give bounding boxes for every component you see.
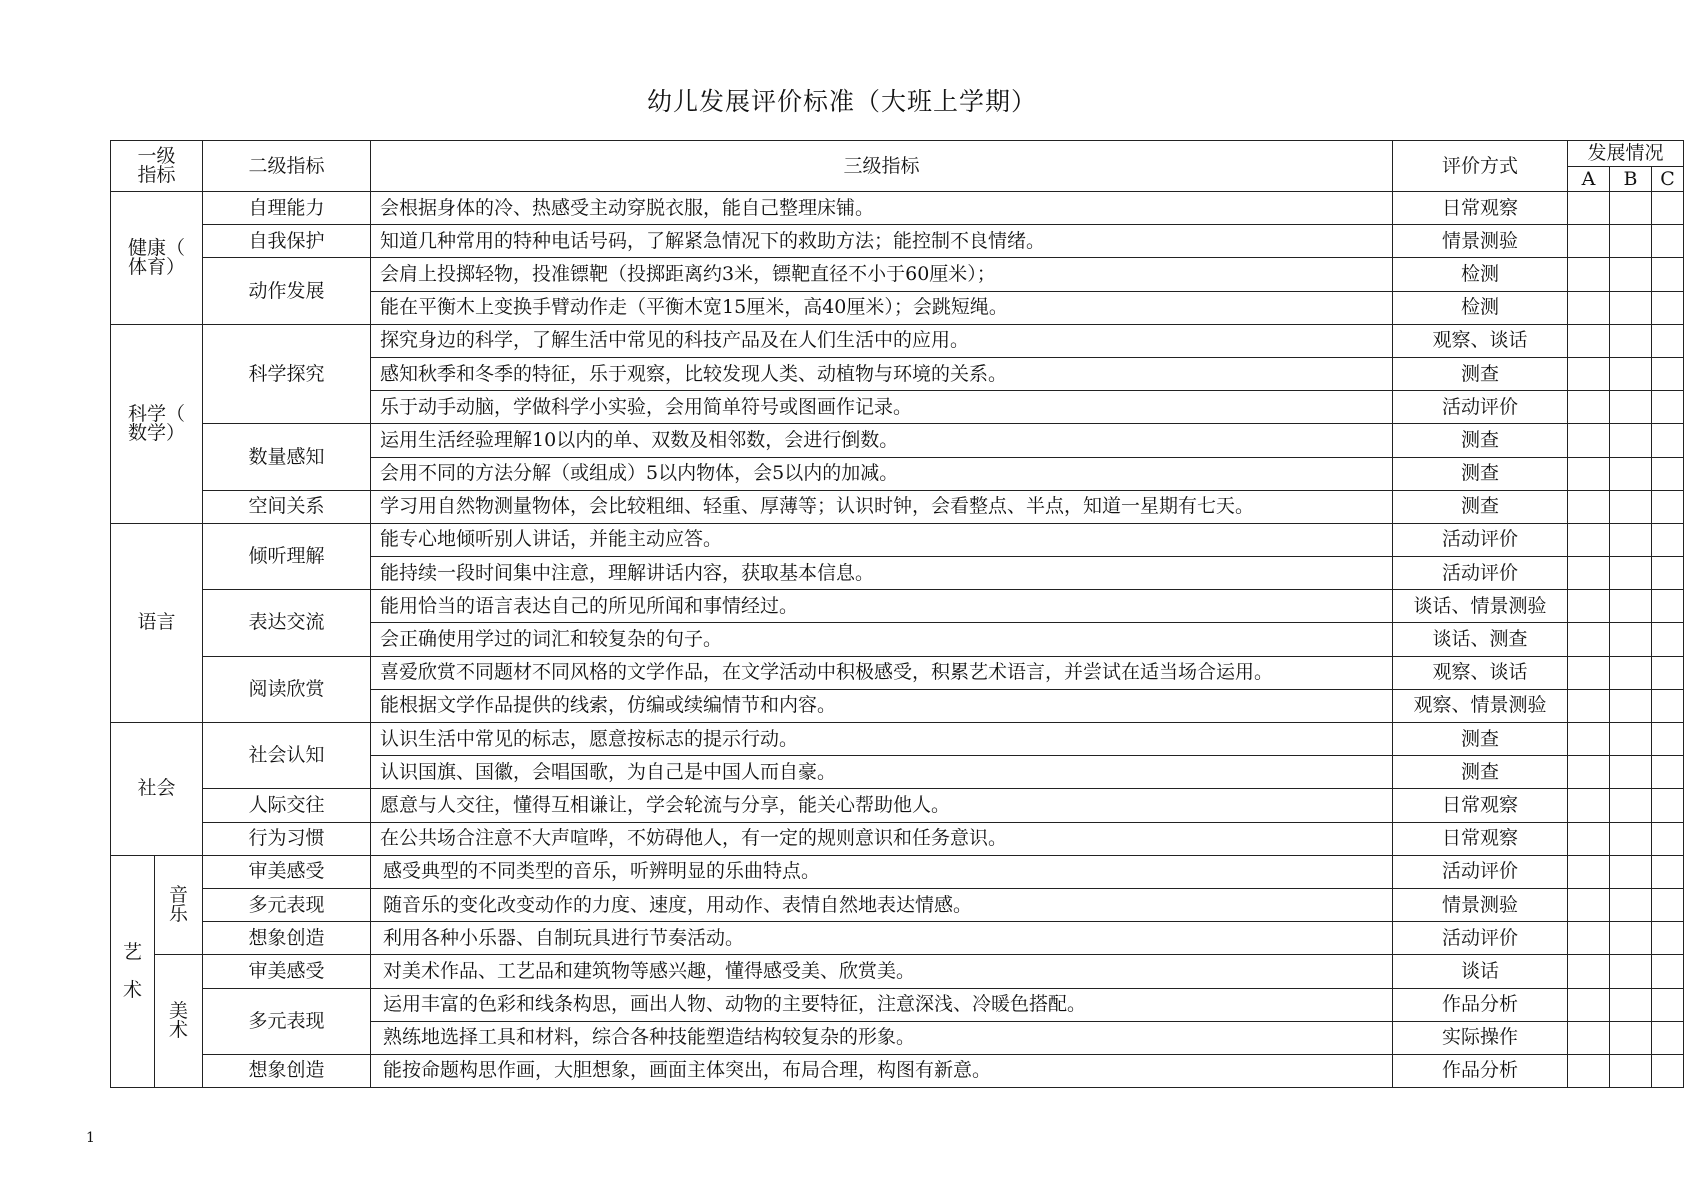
evaluation-method: 测查 [1393, 723, 1568, 756]
grade-cell-c[interactable] [1652, 988, 1684, 1021]
grade-cell-c[interactable] [1652, 424, 1684, 457]
grade-cell-c[interactable] [1652, 822, 1684, 855]
grade-cell-a[interactable] [1568, 391, 1610, 424]
evaluation-table [110, 140, 1684, 1088]
grade-cell-c[interactable] [1652, 623, 1684, 656]
grade-cell-a[interactable] [1568, 756, 1610, 789]
evaluation-method: 观察、谈话 [1393, 324, 1568, 357]
level3-indicator: 能根据文学作品提供的线索，仿编或续编情节和内容。 [371, 689, 1393, 722]
grade-cell-c[interactable] [1652, 855, 1684, 888]
level3-indicator: 喜爱欣赏不同题材不同风格的文学作品，在文学活动中积极感受，积累艺术语言，并尝试在适当场合运用。 [371, 656, 1393, 689]
grade-cell-c[interactable] [1652, 723, 1684, 756]
evaluation-method: 测查 [1393, 424, 1568, 457]
level3-indicator: 愿意与人交往，懂得互相谦让，学会轮流与分享，能关心帮助他人。 [371, 789, 1393, 822]
grade-cell-c[interactable] [1652, 756, 1684, 789]
level3-indicator: 能持续一段时间集中注意，理解讲话内容，获取基本信息。 [371, 557, 1393, 590]
grade-cell-c[interactable] [1652, 789, 1684, 822]
evaluation-method: 测查 [1393, 457, 1568, 490]
evaluation-method: 活动评价 [1393, 922, 1568, 955]
table-row [111, 922, 1684, 955]
grade-cell-a[interactable] [1568, 822, 1610, 855]
header-grade-b: B [1610, 167, 1652, 192]
level3-indicator: 学习用自然物测量物体，会比较粗细、轻重、厚薄等；认识时钟，会看整点、半点，知道一星期有七天。 [371, 490, 1393, 523]
grade-cell-a[interactable] [1568, 922, 1610, 955]
header-level1: 一级 指标 [111, 141, 203, 192]
level2-indicator: 多元表现 [203, 988, 371, 1054]
grade-cell-a[interactable] [1568, 1054, 1610, 1087]
grade-cell-c[interactable] [1652, 391, 1684, 424]
grade-cell-b[interactable] [1610, 490, 1652, 523]
level3-indicator: 运用丰富的色彩和线条构思，画出人物、动物的主要特征，注意深浅、冷暖色搭配。 [371, 988, 1393, 1021]
grade-cell-b[interactable] [1610, 623, 1652, 656]
table-row [111, 424, 1684, 457]
level2-indicator: 数量感知 [203, 424, 371, 490]
grade-cell-a[interactable] [1568, 490, 1610, 523]
evaluation-method: 谈话 [1393, 955, 1568, 988]
grade-cell-c[interactable] [1652, 955, 1684, 988]
grade-cell-b[interactable] [1610, 324, 1652, 357]
level3-indicator: 能在平衡木上变换手臂动作走（平衡木宽15厘米，高40厘米）；会跳短绳。 [371, 291, 1393, 324]
grade-cell-c[interactable] [1652, 490, 1684, 523]
grade-cell-c[interactable] [1652, 922, 1684, 955]
level3-indicator: 能用恰当的语言表达自己的所见所闻和事情经过。 [371, 590, 1393, 623]
evaluation-method: 观察、谈话 [1393, 656, 1568, 689]
page-title: 幼儿发展评价标准（大班上学期） [646, 87, 1037, 116]
grade-cell-c[interactable] [1652, 1021, 1684, 1054]
level3-indicator: 会正确使用学过的词汇和较复杂的句子。 [371, 623, 1393, 656]
level3-indicator: 乐于动手动脑，学做科学小实验，会用简单符号或图画作记录。 [371, 391, 1393, 424]
evaluation-method: 谈话、情景测验 [1393, 590, 1568, 623]
evaluation-method: 作品分析 [1393, 1054, 1568, 1087]
grade-cell-b[interactable] [1610, 523, 1652, 556]
level3-indicator: 能专心地倾听别人讲话，并能主动应答。 [371, 523, 1393, 556]
grade-cell-c[interactable] [1652, 590, 1684, 623]
table-row [111, 225, 1684, 258]
grade-cell-c[interactable] [1652, 457, 1684, 490]
grade-cell-a[interactable] [1568, 225, 1610, 258]
evaluation-method: 活动评价 [1393, 855, 1568, 888]
evaluation-method: 实际操作 [1393, 1021, 1568, 1054]
grade-cell-a[interactable] [1568, 192, 1610, 225]
level2-indicator: 阅读欣赏 [203, 656, 371, 722]
header-method: 评价方式 [1393, 141, 1568, 192]
level2-indicator: 自我保护 [203, 225, 371, 258]
grade-cell-a[interactable] [1568, 623, 1610, 656]
level2-indicator: 人际交往 [203, 789, 371, 822]
page-number: 1 [86, 1130, 95, 1146]
level3-indicator: 会根据身体的冷、热感受主动穿脱衣服，能自己整理床铺。 [371, 192, 1393, 225]
evaluation-method: 日常观察 [1393, 192, 1568, 225]
grade-cell-b[interactable] [1610, 988, 1652, 1021]
header-level3: 三级指标 [371, 141, 1393, 192]
grade-cell-b[interactable] [1610, 192, 1652, 225]
table-row [111, 789, 1684, 822]
evaluation-method: 测查 [1393, 490, 1568, 523]
table-row [111, 988, 1684, 1021]
grade-cell-b[interactable] [1610, 225, 1652, 258]
level2-indicator: 自理能力 [203, 192, 371, 225]
level2-indicator: 多元表现 [203, 888, 371, 921]
grade-cell-b[interactable] [1610, 888, 1652, 921]
grade-cell-a[interactable] [1568, 789, 1610, 822]
table-row [111, 523, 1684, 556]
grade-cell-c[interactable] [1652, 225, 1684, 258]
domain-science: 科学（ 数学） [111, 324, 203, 523]
grade-cell-c[interactable] [1652, 291, 1684, 324]
table-row [111, 258, 1684, 291]
level3-indicator: 知道几种常用的特种电话号码，了解紧急情况下的救助方法；能控制不良情绪。 [371, 225, 1393, 258]
grade-cell-b[interactable] [1610, 258, 1652, 291]
grade-cell-b[interactable] [1610, 689, 1652, 722]
grade-cell-b[interactable] [1610, 424, 1652, 457]
level2-indicator: 想象创造 [203, 922, 371, 955]
grade-cell-a[interactable] [1568, 689, 1610, 722]
grade-cell-c[interactable] [1652, 523, 1684, 556]
table-row [111, 590, 1684, 623]
grade-cell-a[interactable] [1568, 988, 1610, 1021]
grade-cell-c[interactable] [1652, 888, 1684, 921]
level3-indicator: 认识生活中常见的标志，愿意按标志的提示行动。 [371, 723, 1393, 756]
grade-cell-a[interactable] [1568, 590, 1610, 623]
grade-cell-b[interactable] [1610, 723, 1652, 756]
table-row [111, 888, 1684, 921]
evaluation-method: 测查 [1393, 357, 1568, 390]
grade-cell-a[interactable] [1568, 424, 1610, 457]
domain-health: 健康（ 体育） [111, 192, 203, 325]
grade-cell-a[interactable] [1568, 955, 1610, 988]
level3-indicator: 感受典型的不同类型的音乐，听辨明显的乐曲特点。 [371, 855, 1393, 888]
level3-indicator: 会用不同的方法分解（或组成）5以内物体，会5以内的加减。 [371, 457, 1393, 490]
grade-cell-a[interactable] [1568, 457, 1610, 490]
header-grade-a: A [1568, 167, 1610, 192]
level3-indicator: 探究身边的科学，了解生活中常见的科技产品及在人们生活中的应用。 [371, 324, 1393, 357]
level2-indicator: 社会认知 [203, 723, 371, 789]
domain-language: 语言 [111, 523, 203, 722]
table-row [111, 324, 1684, 357]
grade-cell-c[interactable] [1652, 656, 1684, 689]
level2-indicator: 想象创造 [203, 1054, 371, 1087]
grade-cell-a[interactable] [1568, 855, 1610, 888]
grade-cell-b[interactable] [1610, 955, 1652, 988]
grade-cell-a[interactable] [1568, 357, 1610, 390]
evaluation-method: 情景测验 [1393, 888, 1568, 921]
evaluation-method: 作品分析 [1393, 988, 1568, 1021]
grade-cell-a[interactable] [1568, 523, 1610, 556]
grade-cell-c[interactable] [1652, 689, 1684, 722]
level3-indicator: 随音乐的变化改变动作的力度、速度，用动作、表情自然地表达情感。 [371, 888, 1393, 921]
level2-indicator: 行为习惯 [203, 822, 371, 855]
grade-cell-b[interactable] [1610, 457, 1652, 490]
level3-indicator: 会肩上投掷轻物，投准镖靶（投掷距离约3米，镖靶直径不小于60厘米）； [371, 258, 1393, 291]
grade-cell-b[interactable] [1610, 557, 1652, 590]
evaluation-method: 情景测验 [1393, 225, 1568, 258]
domain-social: 社会 [111, 723, 203, 856]
grade-cell-b[interactable] [1610, 756, 1652, 789]
level3-indicator: 利用各种小乐器、自制玩具进行节奏活动。 [371, 922, 1393, 955]
grade-cell-a[interactable] [1568, 723, 1610, 756]
evaluation-method: 检测 [1393, 258, 1568, 291]
level3-indicator: 运用生活经验理解10以内的单、双数及相邻数，会进行倒数。 [371, 424, 1393, 457]
grade-cell-c[interactable] [1652, 557, 1684, 590]
grade-cell-b[interactable] [1610, 922, 1652, 955]
evaluation-method: 日常观察 [1393, 789, 1568, 822]
header-development: 发展情况 [1568, 141, 1684, 167]
grade-cell-b[interactable] [1610, 822, 1652, 855]
header-row [111, 141, 1684, 167]
grade-cell-b[interactable] [1610, 357, 1652, 390]
table-row [111, 955, 1684, 988]
grade-cell-c[interactable] [1652, 192, 1684, 225]
grade-cell-b[interactable] [1610, 1021, 1652, 1054]
grade-cell-b[interactable] [1610, 1054, 1652, 1087]
grade-cell-b[interactable] [1610, 291, 1652, 324]
evaluation-method: 谈话、测查 [1393, 623, 1568, 656]
header-level2: 二级指标 [203, 141, 371, 192]
grade-cell-b[interactable] [1610, 391, 1652, 424]
level2-indicator: 科学探究 [203, 324, 371, 424]
evaluation-method: 检测 [1393, 291, 1568, 324]
subdomain-fineart: 美 术 [155, 955, 203, 1088]
level2-indicator: 审美感受 [203, 955, 371, 988]
grade-cell-c[interactable] [1652, 324, 1684, 357]
level2-indicator: 动作发展 [203, 258, 371, 324]
level3-indicator: 对美术作品、工艺品和建筑物等感兴趣，懂得感受美、欣赏美。 [371, 955, 1393, 988]
evaluation-method: 活动评价 [1393, 391, 1568, 424]
evaluation-method: 测查 [1393, 756, 1568, 789]
evaluation-method: 观察、情景测验 [1393, 689, 1568, 722]
level3-indicator: 认识国旗、国徽，会唱国歌，为自己是中国人而自豪。 [371, 756, 1393, 789]
level3-indicator: 感知秋季和冬季的特征，乐于观察，比较发现人类、动植物与环境的关系。 [371, 357, 1393, 390]
level3-indicator: 在公共场合注意不大声喧哗，不妨碍他人，有一定的规则意识和任务意识。 [371, 822, 1393, 855]
grade-cell-c[interactable] [1652, 258, 1684, 291]
table-row [111, 1054, 1684, 1087]
level2-indicator: 空间关系 [203, 490, 371, 523]
grade-cell-c[interactable] [1652, 1054, 1684, 1087]
table-row [111, 822, 1684, 855]
level2-indicator: 表达交流 [203, 590, 371, 656]
grade-cell-a[interactable] [1568, 557, 1610, 590]
level3-indicator: 熟练地选择工具和材料，综合各种技能塑造结构较复杂的形象。 [371, 1021, 1393, 1054]
grade-cell-b[interactable] [1610, 590, 1652, 623]
grade-cell-a[interactable] [1568, 656, 1610, 689]
level2-indicator: 倾听理解 [203, 523, 371, 589]
grade-cell-a[interactable] [1568, 1021, 1610, 1054]
evaluation-method: 活动评价 [1393, 523, 1568, 556]
level2-indicator: 审美感受 [203, 855, 371, 888]
header-grade-c: C [1652, 167, 1684, 192]
grade-cell-a[interactable] [1568, 291, 1610, 324]
table-row [111, 490, 1684, 523]
table-row [111, 656, 1684, 689]
grade-cell-b[interactable] [1610, 789, 1652, 822]
table-row [111, 723, 1684, 756]
table-row [111, 855, 1684, 888]
grade-cell-b[interactable] [1610, 855, 1652, 888]
grade-cell-a[interactable] [1568, 888, 1610, 921]
level3-indicator: 能按命题构思作画，大胆想象，画面主体突出，布局合理，构图有新意。 [371, 1054, 1393, 1087]
grade-cell-c[interactable] [1652, 357, 1684, 390]
grade-cell-a[interactable] [1568, 324, 1610, 357]
evaluation-method: 日常观察 [1393, 822, 1568, 855]
evaluation-method: 活动评价 [1393, 557, 1568, 590]
table-row [111, 192, 1684, 225]
grade-cell-b[interactable] [1610, 656, 1652, 689]
domain-art: 艺 术 [111, 855, 155, 1087]
grade-cell-a[interactable] [1568, 258, 1610, 291]
subdomain-music: 音 乐 [155, 855, 203, 955]
